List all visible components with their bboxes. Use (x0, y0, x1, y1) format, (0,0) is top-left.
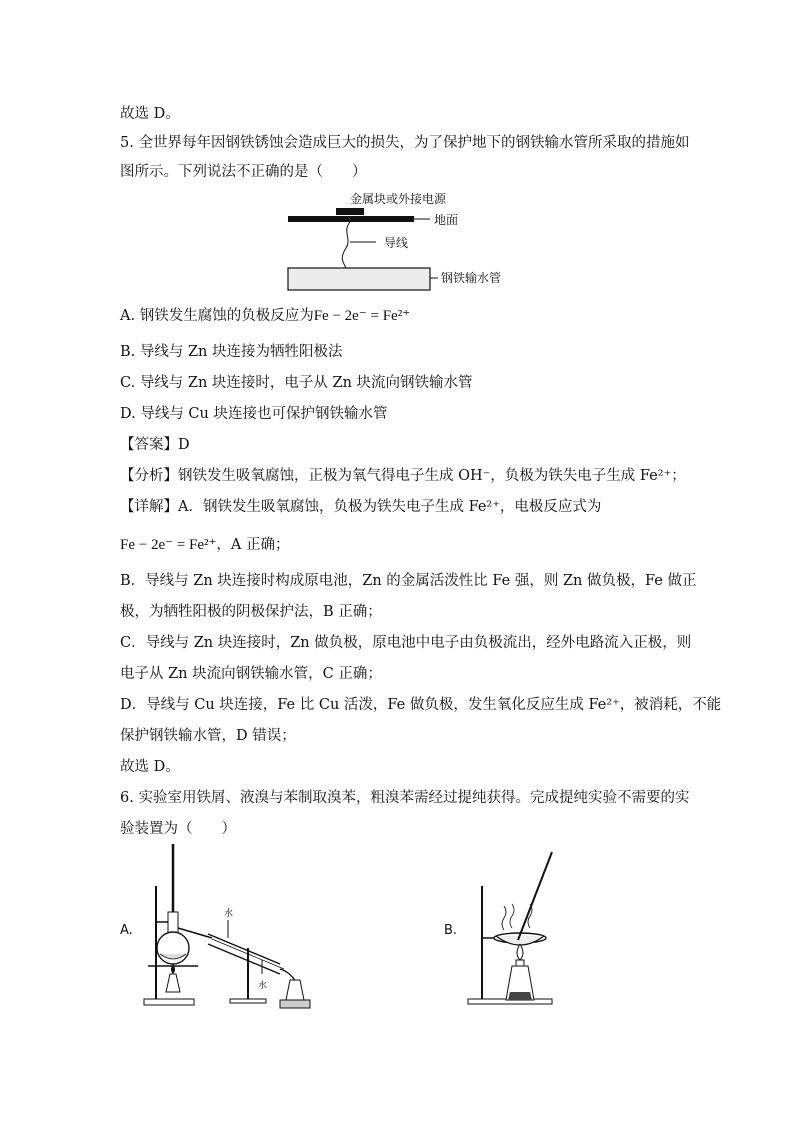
question-6-line-1: 6. 实验室用铁屑、液溴与苯制取溴苯，粗溴苯需经过提纯获得。完成提纯实验不需要的实 (120, 790, 690, 806)
water-in-label: 水 (224, 909, 234, 919)
steel-pipe (288, 268, 430, 290)
option-d: D. 导线与 Cu 块连接也可保护钢铁输水管 (120, 406, 388, 422)
ground-label: 地面 (434, 213, 459, 227)
detail-d-1: D．导线与 Cu 块连接，Fe 比 Cu 活泼，Fe 做负极，发生氧化反应生成 Fe²⁺，被消耗，不能 (120, 697, 722, 713)
detail-a-equation: Fe − 2e⁻ = Fe²⁺ (120, 537, 217, 553)
detail-a-2 (120, 535, 290, 555)
metal-block (336, 208, 364, 215)
water-out-label: 水 (258, 981, 268, 991)
option-a-label: A. (120, 923, 133, 938)
option-b-label: B. (444, 923, 458, 938)
figure-6b-evaporation (436, 842, 636, 1014)
line-choose-d: 故选 D。 (120, 759, 180, 775)
figure-5-top-label: 金属块或外接电源 (350, 192, 447, 206)
detail-d-2: 保护钢铁输水管，D 错误； (120, 728, 296, 744)
option-b: B. 导线与 Zn 块连接为牺牲阳极法 (120, 344, 343, 360)
detail-c-1: C．导线与 Zn 块连接时，Zn 做负极，原电池中电子由负极流出，经外电路流入正极，则 (120, 635, 692, 651)
question-5-line-2: 图所示。下列说法不正确的是（ ） (120, 164, 367, 180)
figure-5-pipe-protection (280, 188, 540, 300)
option-a (120, 306, 410, 326)
figure-6a-distillation (112, 842, 322, 1014)
ground-line (288, 216, 414, 222)
question-5-line-1: 5. 全世界每年因钢铁锈蚀会造成巨大的损失，为了保护地下的钢铁输水管所采取的措施如 (120, 135, 690, 151)
wire-label: 导线 (384, 236, 409, 250)
answer: 【答案】D (120, 437, 190, 453)
detail-c-2: 电子从 Zn 块流向钢铁输水管，C 正确； (120, 666, 382, 682)
analysis: 【分析】钢铁发生吸氧腐蚀，正极为氧气得电子生成 OH⁻，负极为铁失电子生成 Fe²⁺； (120, 468, 686, 484)
question-6-line-2: 验装置为（ ） (120, 821, 236, 837)
detail-a-conclusion: ，A 正确； (216, 537, 290, 553)
option-a-equation: Fe − 2e⁻ = Fe²⁺ (313, 308, 411, 324)
pipe-label: 钢铁输水管 (441, 271, 502, 285)
option-c: C. 导线与 Zn 块连接时，电子从 Zn 块流向钢铁输水管 (120, 375, 473, 391)
line-choose-d-top: 故选 D。 (120, 106, 180, 122)
detail-b-1: B．导线与 Zn 块连接时构成原电池，Zn 的金属活泼性比 Fe 强，则 Zn 做负极，Fe 做正 (120, 573, 697, 589)
wire (342, 222, 350, 268)
detail-a-1: 【详解】A．钢铁发生吸氧腐蚀，负极为铁失电子生成 Fe²⁺，电极反应式为 (120, 499, 602, 515)
option-a-text: A. 钢铁发生腐蚀的负极反应为 (120, 308, 314, 324)
detail-b-2: 极，为牺牲阳极的阴极保护法，B 正确； (120, 604, 382, 620)
